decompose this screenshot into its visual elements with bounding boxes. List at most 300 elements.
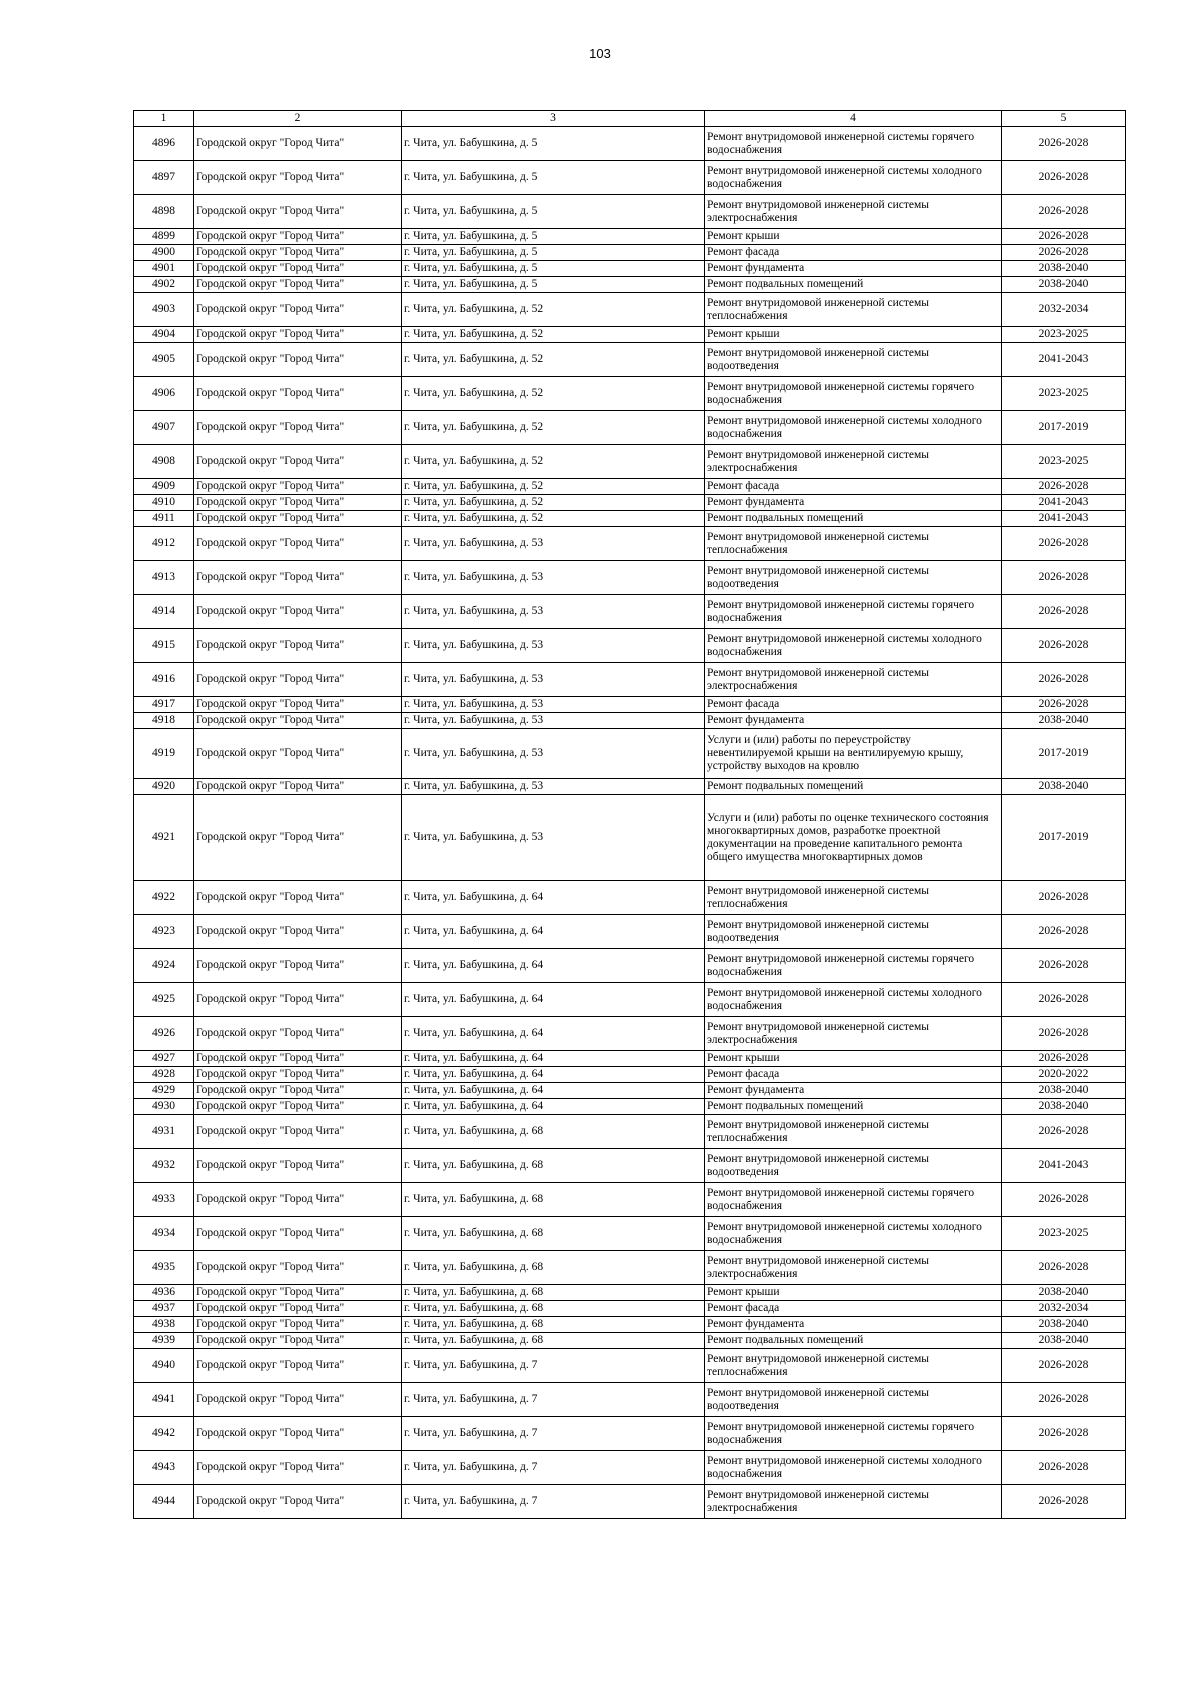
municipality-cell: Городской округ "Город Чита" (194, 377, 402, 411)
address-cell: г. Чита, ул. Бабушкина, д. 64 (402, 1083, 705, 1099)
municipality-cell: Городской округ "Город Чита" (194, 795, 402, 881)
municipality-cell: Городской округ "Город Чита" (194, 495, 402, 511)
address-cell: г. Чита, ул. Бабушкина, д. 7 (402, 1383, 705, 1417)
address-cell: г. Чита, ул. Бабушкина, д. 68 (402, 1251, 705, 1285)
work-type-cell: Ремонт внутридомовой инженерной системы холодного водоснабжения (705, 1217, 1002, 1251)
work-type-cell: Ремонт внутридомовой инженерной системы электроснабжения (705, 195, 1002, 229)
table-row (134, 729, 1126, 779)
table-row (134, 261, 1126, 277)
column-header: 4 (705, 111, 1002, 127)
work-type-cell: Ремонт фасада (705, 1301, 1002, 1317)
table-row (134, 561, 1126, 595)
period-cell: 2026-2028 (1002, 245, 1126, 261)
table-row (134, 713, 1126, 729)
period-cell: 2026-2028 (1002, 195, 1126, 229)
address-cell: г. Чита, ул. Бабушкина, д. 5 (402, 261, 705, 277)
municipality-cell: Городской округ "Город Чита" (194, 1349, 402, 1383)
table-row (134, 1349, 1126, 1383)
municipality-cell: Городской округ "Город Чита" (194, 779, 402, 795)
municipality-cell: Городской округ "Город Чита" (194, 161, 402, 195)
municipality-cell: Городской округ "Город Чита" (194, 527, 402, 561)
table-row (134, 1051, 1126, 1067)
municipality-cell: Городской округ "Город Чита" (194, 479, 402, 495)
period-cell: 2038-2040 (1002, 1083, 1126, 1099)
address-cell: г. Чита, ул. Бабушкина, д. 7 (402, 1349, 705, 1383)
address-cell: г. Чита, ул. Бабушкина, д. 53 (402, 595, 705, 629)
work-type-cell: Ремонт крыши (705, 1285, 1002, 1301)
address-cell: г. Чита, ул. Бабушкина, д. 7 (402, 1485, 705, 1519)
municipality-cell: Городской округ "Город Чита" (194, 561, 402, 595)
table-row (134, 915, 1126, 949)
address-cell: г. Чита, ул. Бабушкина, д. 5 (402, 127, 705, 161)
municipality-cell: Городской округ "Город Чита" (194, 1067, 402, 1083)
table-row (134, 1251, 1126, 1285)
table-header-row (134, 111, 1126, 127)
row-number-cell: 4928 (134, 1067, 194, 1083)
work-type-cell: Услуги и (или) работы по оценке технического состояния многоквартирных домов, разработке проектной документации на проведение капитального ремонта общего имущества многоквартирных домов (705, 795, 1002, 881)
work-type-cell: Ремонт внутридомовой инженерной системы горячего водоснабжения (705, 1183, 1002, 1217)
address-cell: г. Чита, ул. Бабушкина, д. 68 (402, 1217, 705, 1251)
period-cell: 2026-2028 (1002, 881, 1126, 915)
row-number-cell: 4901 (134, 261, 194, 277)
work-type-cell: Ремонт внутридомовой инженерной системы электроснабжения (705, 663, 1002, 697)
work-type-cell: Ремонт внутридомовой инженерной системы холодного водоснабжения (705, 629, 1002, 663)
row-number-cell: 4915 (134, 629, 194, 663)
work-type-cell: Ремонт внутридомовой инженерной системы электроснабжения (705, 1485, 1002, 1519)
address-cell: г. Чита, ул. Бабушкина, д. 52 (402, 511, 705, 527)
work-type-cell: Ремонт внутридомовой инженерной системы водоотведения (705, 1383, 1002, 1417)
row-number-cell: 4932 (134, 1149, 194, 1183)
row-number-cell: 4927 (134, 1051, 194, 1067)
period-cell: 2026-2028 (1002, 1017, 1126, 1051)
row-number-cell: 4922 (134, 881, 194, 915)
address-cell: г. Чита, ул. Бабушкина, д. 64 (402, 881, 705, 915)
column-header: 3 (402, 111, 705, 127)
work-type-cell: Ремонт внутридомовой инженерной системы горячего водоснабжения (705, 377, 1002, 411)
table-row (134, 195, 1126, 229)
period-cell: 2038-2040 (1002, 713, 1126, 729)
period-cell: 2026-2028 (1002, 983, 1126, 1017)
row-number-cell: 4924 (134, 949, 194, 983)
work-type-cell: Ремонт фундамента (705, 1317, 1002, 1333)
table-row (134, 1285, 1126, 1301)
period-cell: 2038-2040 (1002, 1285, 1126, 1301)
table-row (134, 1115, 1126, 1149)
work-type-cell: Ремонт внутридомовой инженерной системы водоотведения (705, 343, 1002, 377)
row-number-cell: 4931 (134, 1115, 194, 1149)
municipality-cell: Городской округ "Город Чита" (194, 1099, 402, 1115)
row-number-cell: 4937 (134, 1301, 194, 1317)
municipality-cell: Городской округ "Город Чита" (194, 1285, 402, 1301)
period-cell: 2026-2028 (1002, 161, 1126, 195)
table-row (134, 495, 1126, 511)
work-type-cell: Ремонт внутридомовой инженерной системы водоотведения (705, 1149, 1002, 1183)
work-type-cell: Ремонт крыши (705, 1051, 1002, 1067)
table-row (134, 161, 1126, 195)
period-cell: 2026-2028 (1002, 561, 1126, 595)
address-cell: г. Чита, ул. Бабушкина, д. 64 (402, 949, 705, 983)
municipality-cell: Городской округ "Город Чита" (194, 1383, 402, 1417)
period-cell: 2017-2019 (1002, 411, 1126, 445)
municipality-cell: Городской округ "Город Чита" (194, 949, 402, 983)
address-cell: г. Чита, ул. Бабушкина, д. 64 (402, 915, 705, 949)
period-cell: 2026-2028 (1002, 527, 1126, 561)
work-type-cell: Ремонт внутридомовой инженерной системы теплоснабжения (705, 1115, 1002, 1149)
address-cell: г. Чита, ул. Бабушкина, д. 5 (402, 229, 705, 245)
period-cell: 2026-2028 (1002, 1417, 1126, 1451)
work-type-cell: Ремонт внутридомовой инженерной системы теплоснабжения (705, 1349, 1002, 1383)
work-type-cell: Ремонт внутридомовой инженерной системы теплоснабжения (705, 881, 1002, 915)
period-cell: 2032-2034 (1002, 1301, 1126, 1317)
work-type-cell: Ремонт внутридомовой инженерной системы холодного водоснабжения (705, 1451, 1002, 1485)
municipality-cell: Городской округ "Город Чита" (194, 1083, 402, 1099)
table-row (134, 245, 1126, 261)
address-cell: г. Чита, ул. Бабушкина, д. 5 (402, 161, 705, 195)
work-type-cell: Ремонт подвальных помещений (705, 511, 1002, 527)
column-header: 5 (1002, 111, 1126, 127)
work-type-cell: Ремонт внутридомовой инженерной системы водоотведения (705, 915, 1002, 949)
period-cell: 2041-2043 (1002, 511, 1126, 527)
address-cell: г. Чита, ул. Бабушкина, д. 52 (402, 293, 705, 327)
table-row (134, 1149, 1126, 1183)
period-cell: 2023-2025 (1002, 327, 1126, 343)
municipality-cell: Городской округ "Город Чита" (194, 697, 402, 713)
table-row (134, 1485, 1126, 1519)
period-cell: 2038-2040 (1002, 1333, 1126, 1349)
municipality-cell: Городской округ "Город Чита" (194, 277, 402, 293)
table-row (134, 343, 1126, 377)
period-cell: 2026-2028 (1002, 595, 1126, 629)
table-row (134, 1099, 1126, 1115)
table-row (134, 1217, 1126, 1251)
municipality-cell: Городской округ "Город Чита" (194, 1051, 402, 1067)
table-row (134, 445, 1126, 479)
table-row (134, 663, 1126, 697)
period-cell: 2038-2040 (1002, 1317, 1126, 1333)
row-number-cell: 4905 (134, 343, 194, 377)
address-cell: г. Чита, ул. Бабушкина, д. 52 (402, 377, 705, 411)
period-cell: 2026-2028 (1002, 949, 1126, 983)
work-type-cell: Ремонт фундамента (705, 261, 1002, 277)
table-row (134, 795, 1126, 881)
row-number-cell: 4917 (134, 697, 194, 713)
municipality-cell: Городской округ "Город Чита" (194, 629, 402, 663)
row-number-cell: 4896 (134, 127, 194, 161)
work-type-cell: Ремонт фундамента (705, 495, 1002, 511)
row-number-cell: 4930 (134, 1099, 194, 1115)
table-row (134, 293, 1126, 327)
period-cell: 2026-2028 (1002, 915, 1126, 949)
municipality-cell: Городской округ "Город Чита" (194, 1017, 402, 1051)
municipality-cell: Городской округ "Город Чита" (194, 983, 402, 1017)
row-number-cell: 4925 (134, 983, 194, 1017)
row-number-cell: 4934 (134, 1217, 194, 1251)
work-type-cell: Ремонт подвальных помещений (705, 277, 1002, 293)
table-row (134, 949, 1126, 983)
municipality-cell: Городской округ "Город Чита" (194, 1417, 402, 1451)
address-cell: г. Чита, ул. Бабушкина, д. 68 (402, 1149, 705, 1183)
period-cell: 2026-2028 (1002, 127, 1126, 161)
table-row (134, 1301, 1126, 1317)
municipality-cell: Городской округ "Город Чита" (194, 327, 402, 343)
row-number-cell: 4935 (134, 1251, 194, 1285)
period-cell: 2020-2022 (1002, 1067, 1126, 1083)
work-type-cell: Ремонт подвальных помещений (705, 1099, 1002, 1115)
repair-schedule-table (133, 110, 1126, 1519)
municipality-cell: Городской округ "Город Чита" (194, 729, 402, 779)
row-number-cell: 4920 (134, 779, 194, 795)
period-cell: 2026-2028 (1002, 479, 1126, 495)
row-number-cell: 4913 (134, 561, 194, 595)
table-row (134, 527, 1126, 561)
address-cell: г. Чита, ул. Бабушкина, д. 68 (402, 1317, 705, 1333)
work-type-cell: Ремонт крыши (705, 229, 1002, 245)
row-number-cell: 4903 (134, 293, 194, 327)
address-cell: г. Чита, ул. Бабушкина, д. 68 (402, 1115, 705, 1149)
work-type-cell: Ремонт внутридомовой инженерной системы электроснабжения (705, 1251, 1002, 1285)
address-cell: г. Чита, ул. Бабушкина, д. 52 (402, 445, 705, 479)
work-type-cell: Ремонт внутридомовой инженерной системы горячего водоснабжения (705, 595, 1002, 629)
municipality-cell: Городской округ "Город Чита" (194, 1485, 402, 1519)
row-number-cell: 4942 (134, 1417, 194, 1451)
address-cell: г. Чита, ул. Бабушкина, д. 53 (402, 629, 705, 663)
municipality-cell: Городской округ "Город Чита" (194, 1251, 402, 1285)
period-cell: 2041-2043 (1002, 495, 1126, 511)
row-number-cell: 4929 (134, 1083, 194, 1099)
table-row (134, 1383, 1126, 1417)
row-number-cell: 4918 (134, 713, 194, 729)
table-row (134, 779, 1126, 795)
address-cell: г. Чита, ул. Бабушкина, д. 64 (402, 1051, 705, 1067)
municipality-cell: Городской округ "Город Чита" (194, 127, 402, 161)
row-number-cell: 4939 (134, 1333, 194, 1349)
period-cell: 2026-2028 (1002, 697, 1126, 713)
table-row (134, 479, 1126, 495)
row-number-cell: 4919 (134, 729, 194, 779)
table-row (134, 1333, 1126, 1349)
table-row (134, 1451, 1126, 1485)
municipality-cell: Городской округ "Город Чита" (194, 1183, 402, 1217)
row-number-cell: 4897 (134, 161, 194, 195)
table-row (134, 595, 1126, 629)
table-row (134, 881, 1126, 915)
municipality-cell: Городской округ "Город Чита" (194, 915, 402, 949)
address-cell: г. Чита, ул. Бабушкина, д. 7 (402, 1417, 705, 1451)
address-cell: г. Чита, ул. Бабушкина, д. 68 (402, 1285, 705, 1301)
work-type-cell: Ремонт фасада (705, 697, 1002, 713)
column-header: 1 (134, 111, 194, 127)
work-type-cell: Ремонт фасада (705, 245, 1002, 261)
address-cell: г. Чита, ул. Бабушкина, д. 52 (402, 327, 705, 343)
municipality-cell: Городской округ "Город Чита" (194, 595, 402, 629)
period-cell: 2026-2028 (1002, 629, 1126, 663)
period-cell: 2026-2028 (1002, 663, 1126, 697)
address-cell: г. Чита, ул. Бабушкина, д. 53 (402, 527, 705, 561)
address-cell: г. Чита, ул. Бабушкина, д. 7 (402, 1451, 705, 1485)
work-type-cell: Ремонт подвальных помещений (705, 1333, 1002, 1349)
period-cell: 2026-2028 (1002, 229, 1126, 245)
municipality-cell: Городской округ "Город Чита" (194, 343, 402, 377)
municipality-cell: Городской округ "Город Чита" (194, 511, 402, 527)
row-number-cell: 4926 (134, 1017, 194, 1051)
row-number-cell: 4900 (134, 245, 194, 261)
address-cell: г. Чита, ул. Бабушкина, д. 5 (402, 245, 705, 261)
table-row (134, 1017, 1126, 1051)
work-type-cell: Услуги и (или) работы по переустройству невентилируемой крыши на вентилируемую крышу, устройству выходов на кровлю (705, 729, 1002, 779)
municipality-cell: Городской округ "Город Чита" (194, 1317, 402, 1333)
table-row (134, 1317, 1126, 1333)
table-body (134, 127, 1126, 1519)
period-cell: 2038-2040 (1002, 261, 1126, 277)
work-type-cell: Ремонт фундамента (705, 713, 1002, 729)
period-cell: 2026-2028 (1002, 1183, 1126, 1217)
row-number-cell: 4943 (134, 1451, 194, 1485)
period-cell: 2038-2040 (1002, 779, 1126, 795)
row-number-cell: 4899 (134, 229, 194, 245)
address-cell: г. Чита, ул. Бабушкина, д. 5 (402, 277, 705, 293)
address-cell: г. Чита, ул. Бабушкина, д. 64 (402, 1017, 705, 1051)
row-number-cell: 4921 (134, 795, 194, 881)
row-number-cell: 4902 (134, 277, 194, 293)
address-cell: г. Чита, ул. Бабушкина, д. 52 (402, 343, 705, 377)
row-number-cell: 4909 (134, 479, 194, 495)
row-number-cell: 4908 (134, 445, 194, 479)
work-type-cell: Ремонт внутридомовой инженерной системы холодного водоснабжения (705, 161, 1002, 195)
table-row (134, 511, 1126, 527)
work-type-cell: Ремонт подвальных помещений (705, 779, 1002, 795)
row-number-cell: 4911 (134, 511, 194, 527)
municipality-cell: Городской округ "Город Чита" (194, 1301, 402, 1317)
period-cell: 2017-2019 (1002, 729, 1126, 779)
period-cell: 2026-2028 (1002, 1051, 1126, 1067)
municipality-cell: Городской округ "Город Чита" (194, 1149, 402, 1183)
work-type-cell: Ремонт внутридомовой инженерной системы горячего водоснабжения (705, 949, 1002, 983)
table-row (134, 983, 1126, 1017)
municipality-cell: Городской округ "Город Чита" (194, 229, 402, 245)
work-type-cell: Ремонт фасада (705, 1067, 1002, 1083)
row-number-cell: 4923 (134, 915, 194, 949)
municipality-cell: Городской округ "Город Чита" (194, 713, 402, 729)
period-cell: 2038-2040 (1002, 1099, 1126, 1115)
work-type-cell: Ремонт фундамента (705, 1083, 1002, 1099)
address-cell: г. Чита, ул. Бабушкина, д. 64 (402, 983, 705, 1017)
period-cell: 2026-2028 (1002, 1485, 1126, 1519)
period-cell: 2023-2025 (1002, 377, 1126, 411)
table-row (134, 277, 1126, 293)
table-row (134, 411, 1126, 445)
work-type-cell: Ремонт внутридомовой инженерной системы электроснабжения (705, 445, 1002, 479)
work-type-cell: Ремонт внутридомовой инженерной системы холодного водоснабжения (705, 411, 1002, 445)
row-number-cell: 4941 (134, 1383, 194, 1417)
period-cell: 2026-2028 (1002, 1451, 1126, 1485)
table-row (134, 697, 1126, 713)
work-type-cell: Ремонт крыши (705, 327, 1002, 343)
municipality-cell: Городской округ "Город Чита" (194, 445, 402, 479)
municipality-cell: Городской округ "Город Чита" (194, 261, 402, 277)
address-cell: г. Чита, ул. Бабушкина, д. 52 (402, 411, 705, 445)
work-type-cell: Ремонт внутридомовой инженерной системы теплоснабжения (705, 527, 1002, 561)
address-cell: г. Чита, ул. Бабушкина, д. 53 (402, 779, 705, 795)
municipality-cell: Городской округ "Город Чита" (194, 411, 402, 445)
work-type-cell: Ремонт внутридомовой инженерной системы водоотведения (705, 561, 1002, 595)
municipality-cell: Городской округ "Город Чита" (194, 1217, 402, 1251)
address-cell: г. Чита, ул. Бабушкина, д. 68 (402, 1183, 705, 1217)
municipality-cell: Городской округ "Город Чита" (194, 1115, 402, 1149)
address-cell: г. Чита, ул. Бабушкина, д. 53 (402, 713, 705, 729)
table-row (134, 327, 1126, 343)
work-type-cell: Ремонт внутридомовой инженерной системы холодного водоснабжения (705, 983, 1002, 1017)
table-row (134, 1083, 1126, 1099)
municipality-cell: Городской округ "Город Чита" (194, 195, 402, 229)
work-type-cell: Ремонт фасада (705, 479, 1002, 495)
address-cell: г. Чита, ул. Бабушкина, д. 68 (402, 1301, 705, 1317)
row-number-cell: 4912 (134, 527, 194, 561)
period-cell: 2032-2034 (1002, 293, 1126, 327)
work-type-cell: Ремонт внутридомовой инженерной системы электроснабжения (705, 1017, 1002, 1051)
row-number-cell: 4936 (134, 1285, 194, 1301)
period-cell: 2017-2019 (1002, 795, 1126, 881)
address-cell: г. Чита, ул. Бабушкина, д. 53 (402, 697, 705, 713)
row-number-cell: 4933 (134, 1183, 194, 1217)
row-number-cell: 4907 (134, 411, 194, 445)
address-cell: г. Чита, ул. Бабушкина, д. 52 (402, 479, 705, 495)
municipality-cell: Городской округ "Город Чита" (194, 293, 402, 327)
row-number-cell: 4904 (134, 327, 194, 343)
row-number-cell: 4938 (134, 1317, 194, 1333)
period-cell: 2023-2025 (1002, 1217, 1126, 1251)
period-cell: 2041-2043 (1002, 1149, 1126, 1183)
period-cell: 2023-2025 (1002, 445, 1126, 479)
table-row (134, 1183, 1126, 1217)
address-cell: г. Чита, ул. Бабушкина, д. 5 (402, 195, 705, 229)
work-type-cell: Ремонт внутридомовой инженерной системы горячего водоснабжения (705, 127, 1002, 161)
period-cell: 2026-2028 (1002, 1115, 1126, 1149)
table-row (134, 629, 1126, 663)
table-row (134, 229, 1126, 245)
period-cell: 2038-2040 (1002, 277, 1126, 293)
row-number-cell: 4940 (134, 1349, 194, 1383)
address-cell: г. Чита, ул. Бабушкина, д. 68 (402, 1333, 705, 1349)
work-type-cell: Ремонт внутридомовой инженерной системы горячего водоснабжения (705, 1417, 1002, 1451)
period-cell: 2026-2028 (1002, 1383, 1126, 1417)
address-cell: г. Чита, ул. Бабушкина, д. 53 (402, 729, 705, 779)
row-number-cell: 4898 (134, 195, 194, 229)
row-number-cell: 4944 (134, 1485, 194, 1519)
table-row (134, 1067, 1126, 1083)
period-cell: 2026-2028 (1002, 1251, 1126, 1285)
table-row (134, 127, 1126, 161)
address-cell: г. Чита, ул. Бабушкина, д. 53 (402, 663, 705, 697)
period-cell: 2041-2043 (1002, 343, 1126, 377)
municipality-cell: Городской округ "Город Чита" (194, 1451, 402, 1485)
table-row (134, 377, 1126, 411)
column-header: 2 (194, 111, 402, 127)
municipality-cell: Городской округ "Город Чита" (194, 663, 402, 697)
address-cell: г. Чита, ул. Бабушкина, д. 52 (402, 495, 705, 511)
address-cell: г. Чита, ул. Бабушкина, д. 53 (402, 795, 705, 881)
municipality-cell: Городской округ "Город Чита" (194, 881, 402, 915)
row-number-cell: 4914 (134, 595, 194, 629)
municipality-cell: Городской округ "Город Чита" (194, 1333, 402, 1349)
row-number-cell: 4906 (134, 377, 194, 411)
period-cell: 2026-2028 (1002, 1349, 1126, 1383)
address-cell: г. Чита, ул. Бабушкина, д. 53 (402, 561, 705, 595)
row-number-cell: 4910 (134, 495, 194, 511)
address-cell: г. Чита, ул. Бабушкина, д. 64 (402, 1067, 705, 1083)
address-cell: г. Чита, ул. Бабушкина, д. 64 (402, 1099, 705, 1115)
table-row (134, 1417, 1126, 1451)
page-number: 103 (589, 46, 611, 61)
